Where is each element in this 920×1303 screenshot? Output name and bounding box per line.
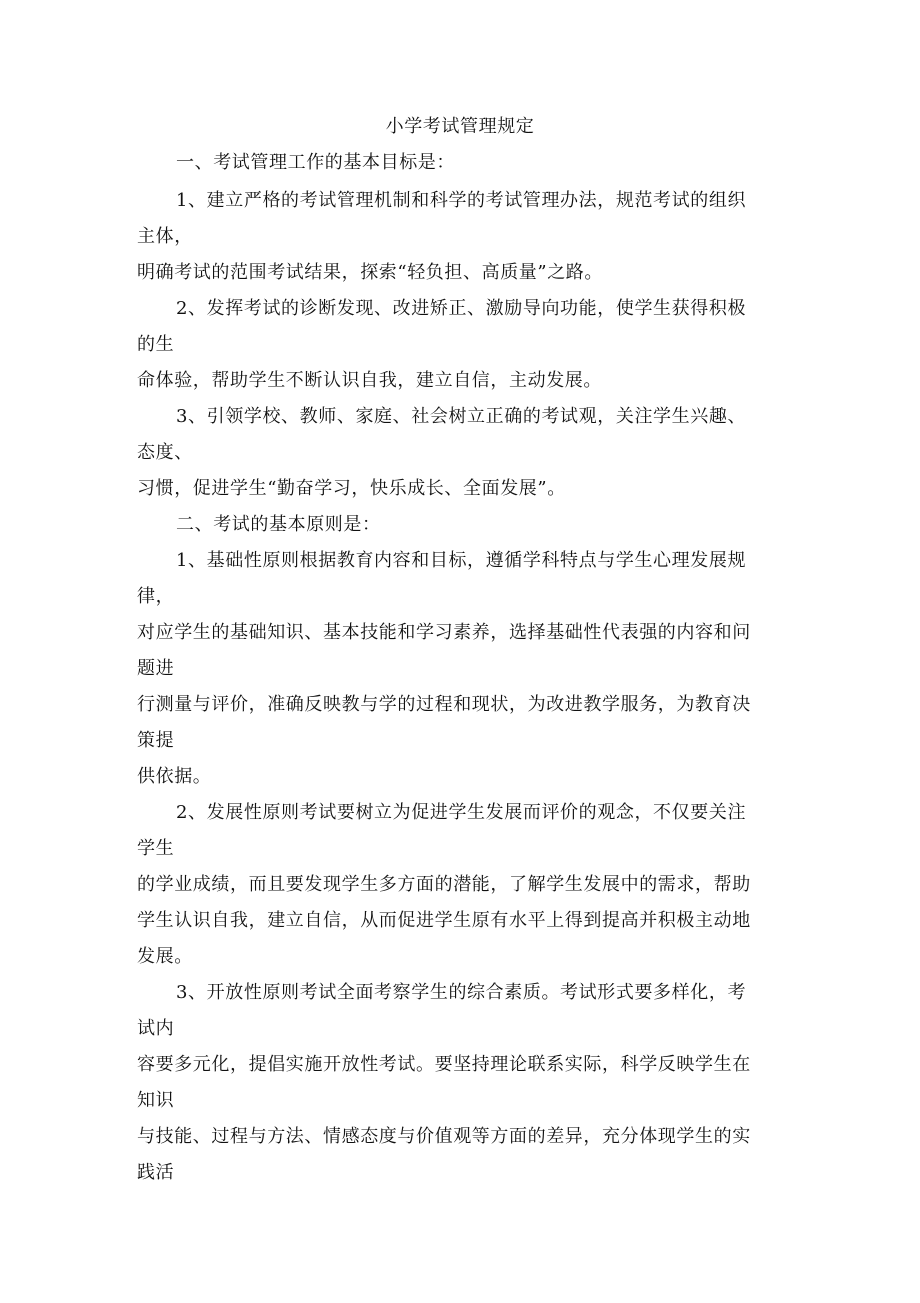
paragraph-line: 2、发挥考试的诊断发现、改进矫正、激励导向功能，使学生获得积极 <box>176 298 747 319</box>
paragraph-line: 2、发展性原则考试要树立为促进学生发展而评价的观念，不仅要关注 <box>176 802 747 823</box>
paragraph-line: 策提 <box>137 730 175 751</box>
paragraph-line: 践活 <box>137 1162 175 1183</box>
paragraph-line: 明确考试的范围考试结果，探索“轻负担、高质量”之路。 <box>137 262 604 283</box>
paragraph-line: 供依据。 <box>137 766 212 787</box>
paragraph-line: 试内 <box>137 1018 175 1039</box>
paragraph-line: 命体验，帮助学生不断认识自我，建立自信，主动发展。 <box>137 370 602 391</box>
section-heading-1: 一、考试管理工作的基本目标是： <box>176 152 455 173</box>
paragraph-line: 知识 <box>137 1090 175 1111</box>
paragraph-line: 发展。 <box>137 946 193 967</box>
paragraph-line: 学生认识自我，建立自信，从而促进学生原有水平上得到提高并积极主动地 <box>137 910 751 931</box>
section-heading-2: 二、考试的基本原则是： <box>176 514 381 535</box>
paragraph-line: 1、基础性原则根据教育内容和目标，遵循学科特点与学生心理发展规 <box>176 550 747 571</box>
paragraph-line: 律， <box>137 586 175 607</box>
paragraph-line: 对应学生的基础知识、基本技能和学习素养，选择基础性代表强的内容和问 <box>137 622 751 643</box>
paragraph-line: 习惯，促进学生“勤奋学习，快乐成长、全面发展”。 <box>137 478 566 499</box>
paragraph-line: 主体， <box>137 226 193 247</box>
paragraph-line: 学生 <box>137 838 175 859</box>
paragraph-line: 容要多元化，提倡实施开放性考试。要坚持理论联系实际，科学反映学生在 <box>137 1054 751 1075</box>
paragraph-line: 1、建立严格的考试管理机制和科学的考试管理办法，规范考试的组织 <box>176 190 747 211</box>
paragraph-line: 与技能、过程与方法、情感态度与价值观等方面的差异，充分体现学生的实 <box>137 1126 751 1147</box>
paragraph-line: 3、开放性原则考试全面考察学生的综合素质。考试形式要多样化，考 <box>176 982 747 1003</box>
paragraph-line: 题进 <box>137 658 175 679</box>
paragraph-line: 行测量与评价，准确反映教与学的过程和现状，为改进教学服务，为教育决 <box>137 694 751 715</box>
paragraph-line: 的学业成绩，而且要发现学生多方面的潜能，了解学生发展中的需求，帮助 <box>137 874 751 895</box>
paragraph-line: 的生 <box>137 334 175 355</box>
document-title: 小学考试管理规定 <box>385 116 535 137</box>
paragraph-line: 态度、 <box>137 442 193 463</box>
paragraph-line: 3、引领学校、教师、家庭、社会树立正确的考试观，关注学生兴趣、 <box>176 406 747 427</box>
